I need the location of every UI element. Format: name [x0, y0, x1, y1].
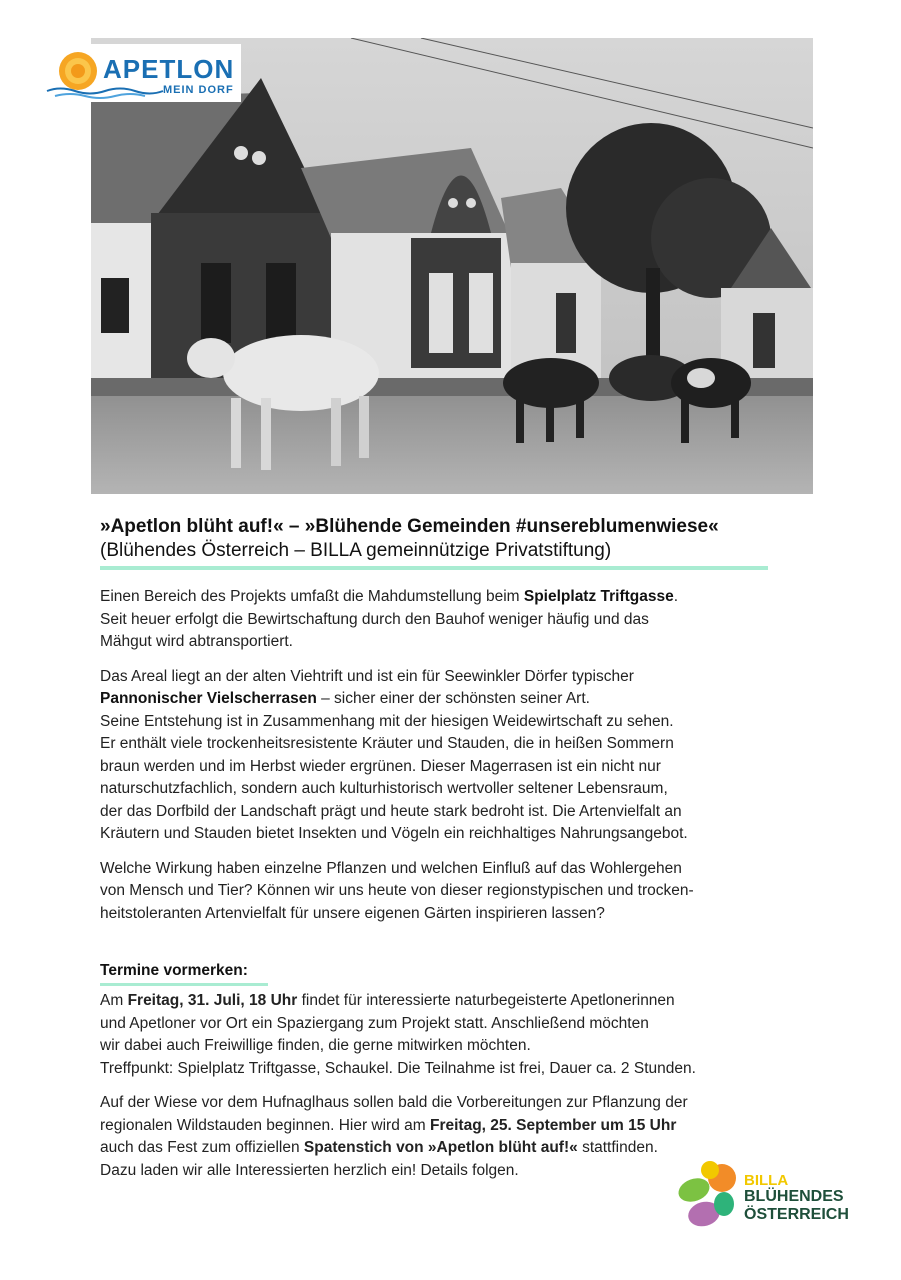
- text: Das Areal liegt an der alten Viehtrift und ist ein für Seewinkler Dörfer typischer: [100, 667, 634, 685]
- paragraph-4: [100, 990, 810, 1080]
- billa-line-1: BLÜHENDES: [744, 1188, 844, 1205]
- text: heitstoleranten Artenvielfalt für unsere eigenen Gärten inspirieren lassen?: [100, 904, 605, 922]
- headline-line-1: »Apetlon blüht auf!« – »Blühende Gemeinden #unsereblumenwiese«: [100, 516, 719, 537]
- text: Welche Wirkung haben einzelne Pflanzen und welchen Einfluß auf das Wohlergehen: [100, 859, 682, 877]
- section-title-termine: Termine vormerken:: [100, 962, 248, 979]
- text: Dazu laden wir alle Interessierten herzlich ein! Details folgen.: [100, 1161, 519, 1179]
- text: von Mensch und Tier? Können wir uns heute von dieser regionstypischen und trocken-: [100, 882, 694, 899]
- text: braun werden und im Herbst wieder ergrünen. Dieser Magerrasen ist ein nicht nur: [100, 757, 661, 775]
- headline-underline: [100, 566, 768, 570]
- text: naturschutzfachlich, sondern auch kulturhistorisch wertvoller seltener Lebensraum,: [100, 780, 668, 797]
- headline-line-2: (Blühendes Österreich – BILLA gemeinnützige Privatstiftung): [100, 540, 612, 561]
- text: regionalen Wildstauden beginnen. Hier wird am: [100, 1116, 430, 1134]
- text: .: [673, 588, 679, 605]
- village-photo: [91, 38, 813, 494]
- text: Einen Bereich des Projekts umfaßt die Mahdumstellung beim: [100, 588, 524, 605]
- bold-text: Spatenstich von »Apetlon blüht auf!«: [303, 1139, 578, 1156]
- bold-text: Freitag, 31. Juli, 18 Uhr: [127, 992, 298, 1009]
- text: Seine Entstehung ist in Zusammenhang mit der hiesigen Weidewirtschaft zu sehen.: [100, 712, 674, 730]
- text: auch das Fest zum offiziellen: [100, 1139, 304, 1156]
- text: Mähgut wird abtransportiert.: [100, 633, 293, 650]
- billa-bluehendes-oesterreich-logo: [672, 1158, 862, 1232]
- paragraph-1: [100, 586, 810, 654]
- text: Kräutern und Stauden bietet Insekten und Vögeln ein reichhaltiges Nahrungsangebot.: [100, 825, 688, 842]
- paragraph-3: [100, 858, 810, 926]
- billa-line-2: ÖSTERREICH: [744, 1206, 849, 1223]
- logo-subtitle: MEIN DORF: [163, 84, 234, 96]
- article-body: [100, 586, 810, 937]
- text: und Apetloner vor Ort ein Spaziergang zum Projekt statt. Anschließend möchten: [100, 1014, 649, 1032]
- apetlon-logo: [45, 44, 241, 102]
- text: Er enthält viele trockenheitsresistente Kräuter und Stauden, die in heißen Sommern: [100, 735, 674, 752]
- text: Am: [100, 992, 128, 1009]
- waves-icon: [45, 86, 165, 100]
- flower-icon: [672, 1160, 742, 1230]
- text: Treffpunkt: Spielplatz Triftgasse, Schaukel. Die Teilnahme ist frei, Dauer ca. 2 Stunden.: [100, 1059, 696, 1077]
- bold-text: Pannonischer Vielscherrasen: [100, 690, 317, 707]
- paragraph-2: [100, 666, 810, 846]
- text: Seit heuer erfolgt die Bewirtschaftung durch den Bauhof weniger häufig und das: [100, 610, 649, 628]
- billa-brand: BILLA: [744, 1172, 789, 1189]
- text: – sicher einer der schönsten seiner Art.: [316, 690, 590, 707]
- logo-name: APETLON: [103, 54, 235, 84]
- bold-text: Freitag, 25. September um 15 Uhr: [430, 1116, 677, 1134]
- text: der das Dorfbild der Landschaft prägt und heute stark bedroht ist. Die Artenvielfalt an: [100, 802, 682, 820]
- text: Auf der Wiese vor dem Hufnaglhaus sollen bald die Vorbereitungen zur Pflanzung der: [100, 1094, 688, 1111]
- headline: [100, 515, 800, 563]
- bold-text: Spielplatz Triftgasse: [523, 588, 674, 605]
- text: stattfinden.: [577, 1139, 658, 1156]
- text: wir dabei auch Freiwillige finden, die gerne mitwirken möchten.: [100, 1037, 531, 1054]
- text: findet für interessierte naturbegeisterte Apetlonerinnen: [297, 992, 675, 1009]
- termine-underline: [100, 983, 268, 986]
